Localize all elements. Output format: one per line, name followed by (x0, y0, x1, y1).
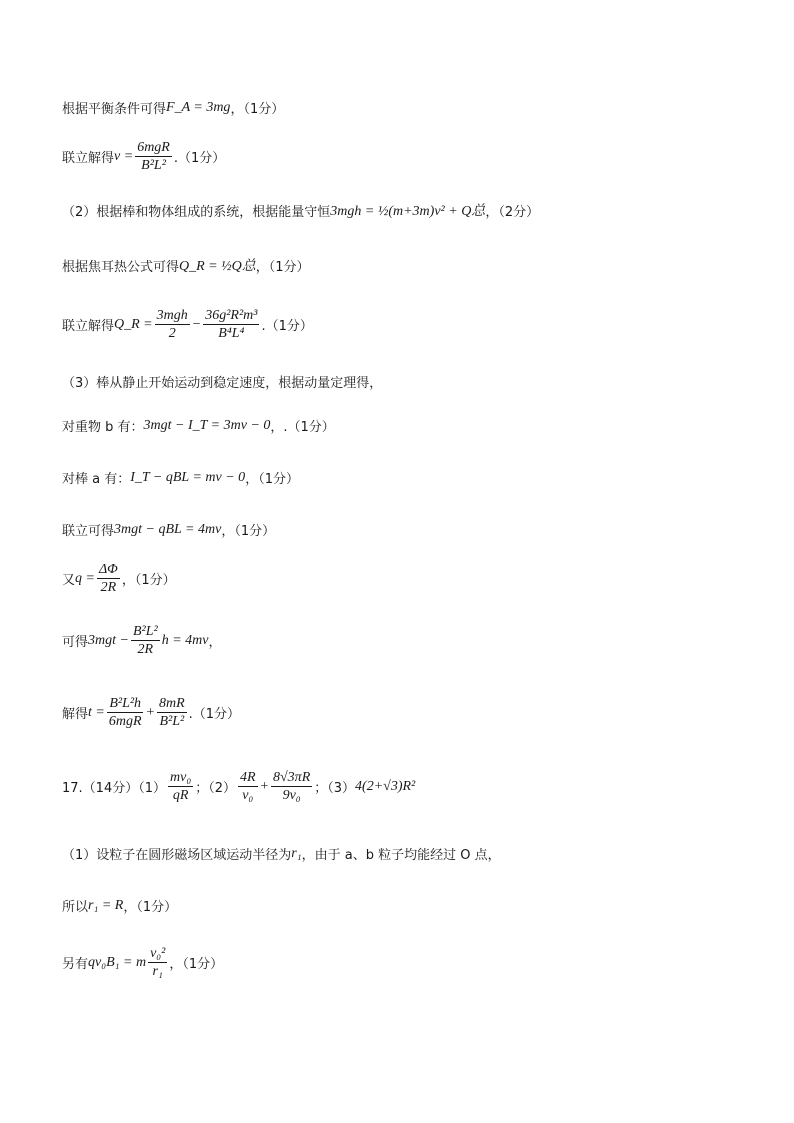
fraction-denominator: 6mgR (108, 714, 142, 730)
fraction-numerator: 4R (238, 770, 258, 787)
line-15-text: 所以 (62, 900, 89, 915)
line-14-text: （1）设粒子在圆形磁场区域运动半径为 (62, 848, 292, 863)
plus-sign: + (259, 778, 269, 794)
fraction-numerator: v₀² (148, 946, 167, 963)
fraction-denominator: r₁ (152, 964, 163, 980)
fraction-numerator: 8mR (157, 696, 187, 713)
fraction-denominator: B²L² (141, 158, 166, 174)
line-13-fraction-1 (168, 770, 193, 804)
line-7-text: 对重物 b 有： (62, 420, 144, 435)
line-2-lhs: v = (114, 148, 134, 164)
line-10-text: 又 (62, 573, 76, 589)
fraction-denominator: v₀ (242, 788, 254, 804)
line-16 (62, 946, 223, 980)
line-6 (62, 372, 382, 391)
line-7-math: 3mgt − I_T = 3mv − 0 (143, 417, 271, 433)
fraction-denominator: 2 (168, 326, 176, 342)
line-11-fraction (131, 624, 160, 658)
line-16-fraction (148, 946, 167, 980)
line-16-tail: ，（1分） (169, 957, 224, 973)
line-7-tail: ，.（1分） (270, 420, 335, 435)
line-15-tail: ，（1分） (123, 900, 178, 915)
line-9-math: 3mgt − qBL = 4mv (114, 521, 222, 537)
fraction-denominator: 9v₀ (282, 788, 301, 804)
line-8-math: I_T − qBL = mv − 0 (130, 469, 246, 485)
line-8-text: 对棒 a 有： (62, 472, 131, 487)
fraction-denominator: 2R (100, 580, 117, 596)
line-6-text: （3）棒从静止开始运动到稳定速度，根据动量定理得， (62, 376, 383, 391)
fraction-numerator: 8√3πR (271, 770, 312, 787)
line-9-text: 联立可得 (62, 524, 115, 539)
line-2-fraction (135, 140, 172, 174)
line-2-tail: .（1分） (173, 151, 226, 167)
line-5-lhs: Q_R = (114, 316, 153, 332)
line-12-fraction-2 (157, 696, 187, 730)
line-13-text: 17.（14分）（1） (62, 781, 166, 797)
line-10 (62, 562, 176, 596)
line-12-lhs: t = (88, 704, 105, 720)
line-7 (62, 416, 335, 435)
line-2-text: 联立解得 (62, 151, 115, 167)
line-11-lhs: 3mgt − (88, 632, 129, 648)
line-4-text: 根据焦耳热公式可得 (62, 259, 180, 275)
line-11-mid: h = 4mv (161, 632, 209, 648)
line-13 (62, 770, 415, 804)
line-15-math: r₁ = R (88, 897, 124, 913)
line-13-tail-2: ；（3） (314, 781, 356, 797)
line-13-math-2: 4(2+√3)R² (355, 778, 416, 794)
plus-sign: + (145, 704, 155, 720)
fraction-denominator: qR (172, 788, 189, 804)
fraction-numerator: ΔΦ (97, 562, 120, 579)
line-12-tail: .（1分） (188, 707, 241, 723)
line-5-fraction-1 (155, 308, 190, 342)
line-2 (62, 140, 225, 174)
line-3-math: 3mgh = ½(m+3m)v² + Q总 (330, 204, 486, 219)
line-10-tail: ，（1分） (121, 573, 176, 589)
minus-sign: − (191, 316, 202, 332)
line-12 (62, 696, 240, 730)
line-1-math: F_A = 3mg (166, 99, 231, 115)
line-5-text: 联立解得 (62, 319, 115, 335)
line-13-tail: ；（2） (195, 781, 236, 797)
line-8 (62, 468, 299, 487)
line-14-math: r₁ (291, 845, 302, 861)
fraction-denominator: B⁴L⁴ (218, 326, 245, 342)
line-1-text: 根据平衡条件可得 (62, 102, 167, 117)
line-16-text: 另有 (62, 957, 89, 973)
fraction-numerator: B²L² (131, 624, 160, 641)
line-10-lhs: q = (75, 570, 95, 586)
line-11 (62, 624, 222, 658)
line-3-text: （2）根据棒和物体组成的系统，根据能量守恒 (62, 204, 331, 220)
line-9-tail: ，（1分） (221, 524, 276, 539)
fraction-numerator: 6mgR (135, 140, 172, 157)
line-13-fraction-3 (271, 770, 312, 804)
line-16-lhs: qv₀B₁ = m (88, 954, 147, 970)
line-5-fraction-2 (203, 308, 259, 342)
line-11-tail: ， (208, 635, 222, 651)
fraction-denominator: 2R (137, 642, 154, 658)
line-5-tail: .（1分） (261, 319, 313, 335)
line-4-tail: ，（1分） (255, 259, 310, 275)
line-15 (62, 896, 177, 915)
line-3 (62, 200, 539, 220)
line-13-fraction-2 (238, 770, 258, 804)
fraction-denominator: B²L² (159, 714, 185, 730)
line-4-math: Q_R = ½Q总 (179, 259, 256, 274)
line-1 (62, 98, 284, 117)
line-12-text: 解得 (62, 707, 89, 723)
line-3-tail: ，（2分） (485, 204, 540, 220)
line-10-fraction (97, 562, 120, 596)
fraction-numerator: mv₀ (168, 770, 193, 787)
line-4 (62, 255, 310, 275)
line-11-text: 可得 (62, 635, 89, 651)
fraction-numerator: 36g²R²m³ (203, 308, 259, 325)
fraction-numerator: B²L²h (107, 696, 143, 713)
line-14 (62, 844, 501, 863)
line-14-tail: ，由于 a、b 粒子均能经过 O 点， (301, 848, 501, 863)
line-5 (62, 308, 313, 342)
line-12-fraction-1 (107, 696, 144, 730)
line-1-tail: ，（1分） (230, 102, 285, 117)
line-8-tail: ，（1分） (245, 472, 299, 487)
fraction-numerator: 3mgh (155, 308, 190, 325)
line-9 (62, 520, 275, 539)
